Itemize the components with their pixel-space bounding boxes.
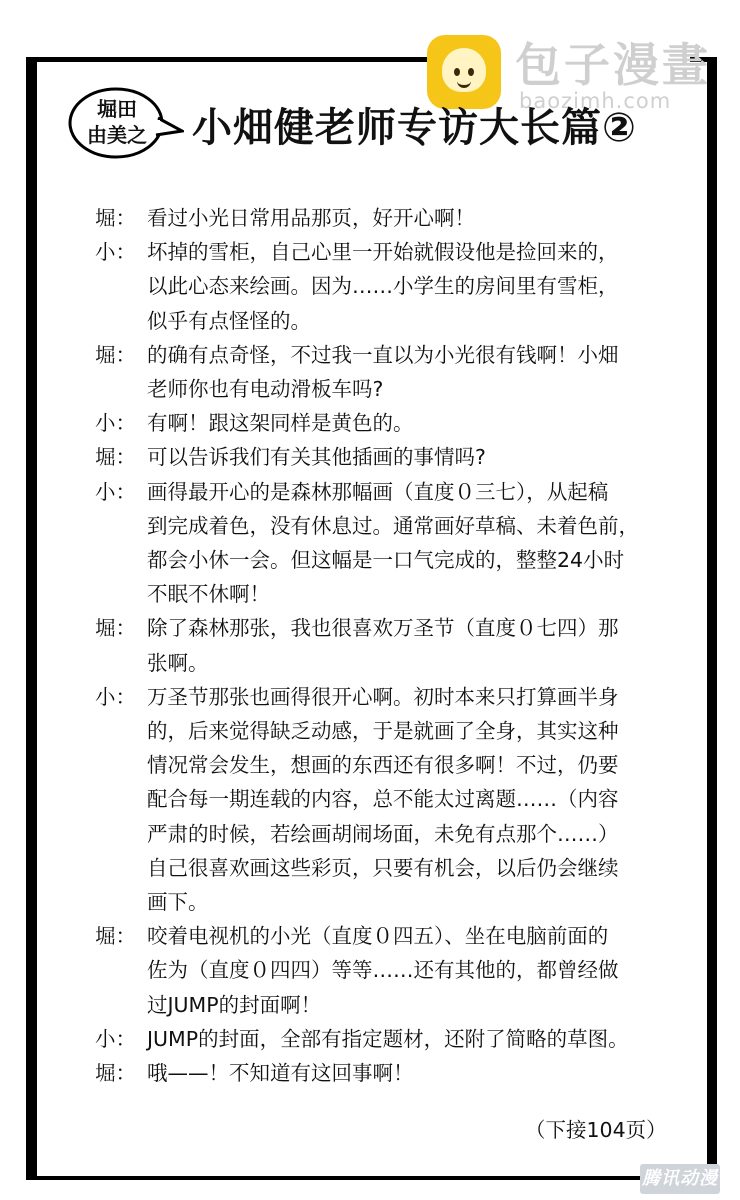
dialogue-row <box>95 919 675 1022</box>
speaker-label: 小： <box>95 411 136 436</box>
speaker-label: 小： <box>95 684 136 709</box>
page-border-bottom <box>26 1176 717 1180</box>
interview-body <box>95 201 675 1090</box>
speaker-label: 小： <box>95 479 136 504</box>
dialogue-row <box>95 1056 675 1090</box>
dialogue-text <box>147 406 675 440</box>
dialogue-line: 咬着电视机的小光（直度０四五）、坐在电脑前面的 <box>147 924 609 949</box>
speaker-label: 小： <box>95 1026 136 1051</box>
dialogue-line: 过JUMP的封面啊！ <box>147 992 322 1017</box>
dialogue-line: 哦——！不知道有这回事啊！ <box>147 1061 414 1086</box>
dialogue-text <box>147 235 675 338</box>
dialogue-line: 看过小光日常用品那页，好开心啊！ <box>147 206 475 230</box>
dialogue-text <box>147 680 675 919</box>
speaker-label: 堀： <box>95 342 136 367</box>
dialogue-line: 有啊！跟这架同样是黄色的。 <box>147 411 414 436</box>
speaker-label: 堀： <box>95 206 136 230</box>
dialogue-line: 都会小休一会。但这幅是一口气完成的，整整24小时 <box>147 548 625 573</box>
dialogue-line: 配合每一期连载的内容，总不能太过离题……（内容 <box>147 787 619 812</box>
bubble-line-2: 由美之 <box>87 123 147 147</box>
dialogue-line: 万圣节那张也画得很开心啊。初时本来只打算画半身 <box>147 684 619 709</box>
dialogue-line: 的，后来觉得缺乏动感，于是就画了全身，其实这种 <box>147 719 619 744</box>
dialogue-text <box>147 611 675 679</box>
dialogue-text <box>147 201 675 235</box>
dialogue-line: 佐为（直度０四四）等等……还有其他的，都曾经做 <box>147 958 619 983</box>
dialogue-line: 张啊。 <box>147 650 209 675</box>
speaker-label: 堀： <box>95 1061 136 1086</box>
dialogue-line: 老师你也有电动滑板车吗? <box>147 377 384 402</box>
dialogue-row <box>95 440 675 474</box>
dialogue-line: 画下。 <box>147 890 209 915</box>
dialogue-row <box>95 611 675 679</box>
continuation-note: （下接104页） <box>525 1118 667 1142</box>
dialogue-line: 除了森林那张，我也很喜欢万圣节（直度０七四）那 <box>147 616 619 641</box>
dialogue-row <box>95 1022 675 1056</box>
dialogue-line: 到完成着色，没有休息过。通常画好草稿、未着色前， <box>147 513 639 538</box>
dialogue-text <box>147 338 675 406</box>
dialogue-line: 不眠不休啊！ <box>147 582 270 607</box>
dialogue-row <box>95 338 675 406</box>
speaker-label: 小： <box>95 240 136 265</box>
dialogue-line: 情况常会发生，想画的东西还有很多啊！不过，仍要 <box>147 753 619 778</box>
speaker-label: 堀： <box>95 924 136 949</box>
dialogue-line: 以此心态来绘画。因为……小学生的房间里有雪柜， <box>147 274 619 299</box>
dialogue-line: 画得最开心的是森林那幅画（直度０三七），从起稿 <box>147 479 609 504</box>
dialogue-text <box>147 919 675 1022</box>
dialogue-line: 似乎有点怪怪的。 <box>147 308 311 333</box>
author-speech-bubble <box>66 86 166 158</box>
speaker-label: 堀： <box>95 445 136 470</box>
page-border-left <box>26 57 37 1180</box>
dialogue-row <box>95 235 675 338</box>
dialogue-row <box>95 680 675 919</box>
dialogue-text <box>147 440 675 474</box>
dialogue-text <box>147 1056 675 1090</box>
dialogue-row <box>95 201 675 235</box>
dialogue-text <box>147 475 675 612</box>
dialogue-line: 的确有点奇怪，不过我一直以为小光很有钱啊！小畑 <box>147 342 619 367</box>
dialogue-line: 坏掉的雪柜，自己心里一开始就假设他是捡回来的， <box>147 240 619 265</box>
dialogue-line: 自己很喜欢画这些彩页，只要有机会，以后仍会继续 <box>147 855 619 880</box>
page-border-right <box>707 57 717 1180</box>
article-title: 小畑健老师专访大长篇② <box>192 105 637 151</box>
dialogue-line: JUMP的封面，全部有指定题材，还附了简略的草图。 <box>147 1026 629 1051</box>
dialogue-line: 可以告诉我们有关其他插画的事情吗? <box>147 445 486 470</box>
dialogue-row <box>95 406 675 440</box>
dialogue-row <box>95 475 675 612</box>
dialogue-text <box>147 1022 675 1056</box>
bubble-line-1: 堀田 <box>97 97 137 121</box>
page-border-top <box>26 57 430 62</box>
speaker-label: 堀： <box>95 616 136 641</box>
dialogue-line: 严肃的时候，若绘画胡闹场面，未免有点那个……） <box>147 821 619 846</box>
watermark-url: baozimh.com <box>519 89 672 113</box>
watermark-title: 包子漫畫 <box>515 38 711 92</box>
watermark-bottom: 腾讯动漫 <box>640 1164 720 1194</box>
